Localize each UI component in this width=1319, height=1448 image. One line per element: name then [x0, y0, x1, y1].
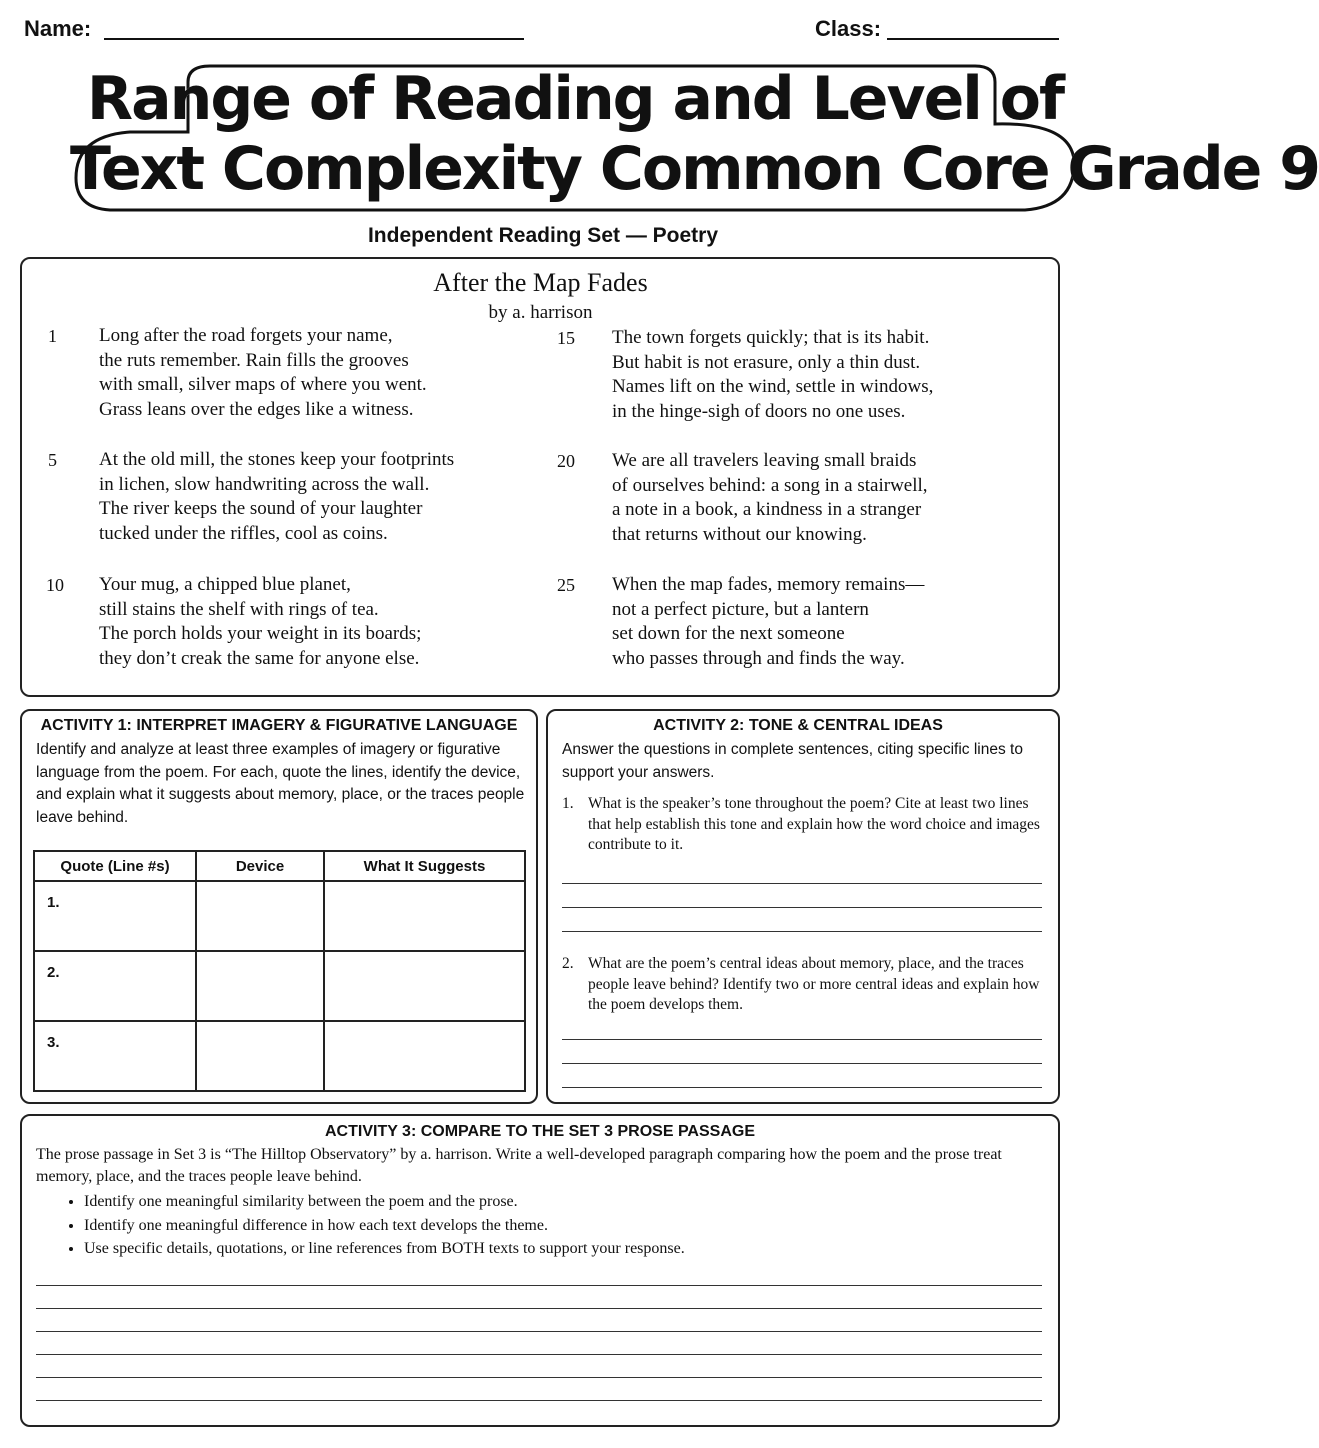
title-line-1: Range of Reading and Level of [86, 64, 1064, 134]
poem-line: set down for the next someone [612, 623, 845, 644]
poem-line: with small, silver maps of where you went. [99, 374, 427, 395]
poem-line: Grass leans over the edges like a witness. [99, 398, 414, 420]
poem-line: When the map fades, memory remains— [612, 574, 925, 595]
poem-line: But habit is not erasure, only a thin dust. [612, 351, 921, 373]
class-label: Class: [815, 16, 882, 41]
column-header: Quote (Line #s) [34, 851, 196, 881]
poem-title: After the Map Fades [433, 268, 648, 297]
poem-line: The river keeps the sound of your laughter [99, 498, 423, 519]
quote-cell[interactable] [34, 951, 196, 1021]
poem-stanza [612, 326, 933, 424]
suggests-cell[interactable] [324, 1021, 525, 1091]
poem-line: in lichen, slow handwriting across the wall. [99, 473, 430, 495]
poem-line: At the old mill, the stones keep your footprints [99, 449, 455, 470]
title-line-2: Text Complexity Common Core Grade 9 [70, 134, 1319, 204]
question-2: What are the poem’s central ideas about memory, place, and the traces people leave behind? Identify two or more central ideas and explain how the poem develops them. [588, 955, 1040, 1013]
worksheet-title [70, 60, 1319, 220]
question-1: What is the speaker’s tone throughout the poem? Cite at least two lines that help establish this tone and explain how the word choice and images contribute to it. [588, 795, 1040, 853]
line-number: 25 [557, 575, 575, 595]
poem-stanza [612, 573, 924, 671]
poem-line: Your mug, a chipped blue planet, [99, 574, 351, 595]
writing-line[interactable] [36, 1285, 1042, 1286]
activity-2-title: ACTIVITY 2: TONE & CENTRAL IDEAS [653, 717, 943, 734]
table-row [34, 881, 525, 951]
bullet-item: • Identify one meaningful similarity between the poem and the prose. [84, 1190, 1046, 1214]
row-number: 3. [47, 1034, 60, 1051]
poem-line: tucked under the riffles, cool as coins. [99, 522, 388, 544]
device-cell[interactable] [196, 951, 324, 1021]
line-number: 15 [557, 328, 575, 348]
answer-line[interactable] [562, 1087, 1042, 1088]
poem-line: Long after the road forgets your name, [99, 325, 393, 346]
question-number: 1. [562, 795, 574, 812]
row-number: 1. [47, 894, 60, 911]
poem-line: a note in a book, a kindness in a stranger [612, 499, 922, 520]
name-label: Name: [24, 16, 92, 41]
activity-3-title: ACTIVITY 3: COMPARE TO THE SET 3 PROSE PASSAGE [325, 1123, 755, 1140]
answer-line[interactable] [562, 1039, 1042, 1040]
poem-author: by a. harrison [488, 302, 593, 323]
poem-line: that returns without our knowing. [612, 523, 867, 545]
writing-line[interactable] [36, 1377, 1042, 1378]
bullet-item: • Identify one meaningful difference in how each text develops the theme. [84, 1214, 1046, 1238]
activity-1-title: ACTIVITY 1: INTERPRET IMAGERY & FIGURATIVE LANGUAGE [40, 717, 518, 734]
quote-cell[interactable] [34, 881, 196, 951]
poem-line: The town forgets quickly; that is its habit. [612, 327, 930, 348]
poem-line: The porch holds your weight in its boards; [99, 623, 422, 644]
row-number: 2. [47, 964, 60, 981]
device-cell[interactable] [196, 1021, 324, 1091]
answer-line[interactable] [562, 1063, 1042, 1064]
activity-3-intro: The prose passage in Set 3 is “The Hilltop Observatory” by a. harrison. Write a well-developed paragraph comparing how the poem and the prose treat memory, place, and the traces people leave behind. [36, 1146, 1002, 1185]
class-field[interactable] [887, 38, 1059, 40]
activity-2-instructions: Answer the questions in complete sentences, citing specific lines to support your answers. [562, 741, 1023, 781]
writing-line[interactable] [36, 1331, 1042, 1332]
poem-line: in the hinge-sigh of doors no one uses. [612, 400, 906, 422]
line-number: 10 [46, 575, 64, 595]
table-row [34, 1021, 525, 1091]
column-header: Device [196, 851, 324, 881]
poem-line: of ourselves behind: a song in a stairwell, [612, 474, 928, 496]
writing-line[interactable] [36, 1400, 1042, 1401]
poem-line: We are all travelers leaving small braids [612, 450, 917, 471]
poem-line: they don’t creak the same for anyone else. [99, 647, 420, 669]
device-cell[interactable] [196, 881, 324, 951]
poem-line: the ruts remember. Rain fills the grooves [99, 349, 409, 371]
name-field[interactable] [104, 38, 524, 40]
suggests-cell[interactable] [324, 951, 525, 1021]
question-number: 2. [562, 955, 574, 972]
poem-line: who passes through and finds the way. [612, 647, 905, 669]
poem-stanza [99, 448, 454, 546]
activity-3-bullets [36, 1190, 1046, 1261]
poem-stanza [99, 324, 427, 422]
answer-line[interactable] [562, 907, 1042, 908]
poem-line: still stains the shelf with rings of tea. [99, 598, 379, 620]
writing-line[interactable] [36, 1308, 1042, 1309]
poem-line: not a perfect picture, but a lantern [612, 598, 869, 620]
line-number: 20 [557, 451, 575, 471]
analysis-table [33, 850, 526, 1092]
line-number: 1 [48, 326, 57, 346]
poem-stanza [99, 573, 421, 671]
table-row [34, 951, 525, 1021]
activity-1-instructions: Identify and analyze at least three examples of imagery or figurative language from the poem. For each, quote the lines, identify the device, and explain what it suggests about memory, place, or the traces people leave behind. [36, 741, 525, 826]
subtitle: Independent Reading Set — Poetry [367, 224, 719, 247]
poem-stanza [612, 449, 928, 547]
line-number: 5 [48, 450, 57, 470]
quote-cell[interactable] [34, 1021, 196, 1091]
column-header: What It Suggests [324, 851, 525, 881]
poem-line: Names lift on the wind, settle in windows, [612, 376, 934, 397]
suggests-cell[interactable] [324, 881, 525, 951]
answer-line[interactable] [562, 931, 1042, 932]
writing-line[interactable] [36, 1354, 1042, 1355]
answer-line[interactable] [562, 883, 1042, 884]
bullet-item: • Use specific details, quotations, or line references from BOTH texts to support your response. [84, 1237, 1046, 1261]
